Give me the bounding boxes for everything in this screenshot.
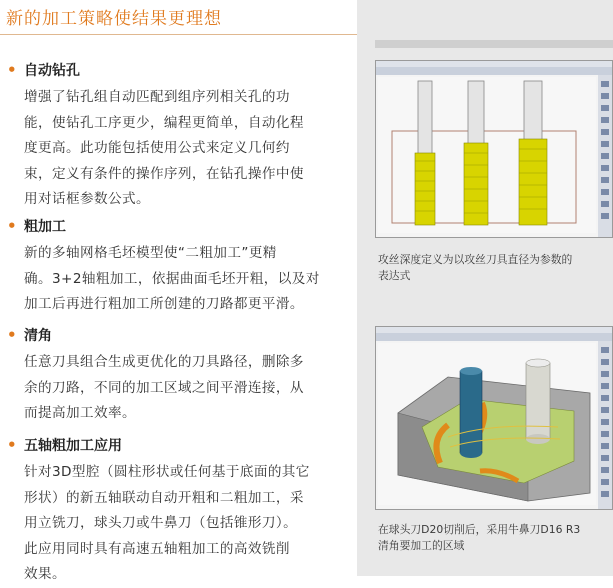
tool-icon xyxy=(601,467,609,473)
section-body xyxy=(24,460,344,588)
tool-icon xyxy=(601,189,609,195)
body-line: 度更高。此功能包括使用公式来定义几何约 xyxy=(24,140,290,156)
bullet-icon: • xyxy=(7,61,17,79)
body-line: 效果。 xyxy=(24,566,66,582)
tool-icon xyxy=(601,407,609,413)
bullet-icon: • xyxy=(7,326,17,344)
tool-icon xyxy=(601,491,609,497)
bullet-icon: • xyxy=(7,217,17,235)
section-title: 五轴粗加工应用 xyxy=(24,438,122,454)
figure-caption xyxy=(378,252,610,284)
tool-icon xyxy=(601,177,609,183)
tool-icon xyxy=(601,455,609,461)
corner-cleanup-screenshot xyxy=(375,326,613,510)
panel-divider xyxy=(375,40,613,48)
bullet-icon: • xyxy=(7,436,17,454)
body-line: 加工后再进行粗加工所创建的刀路都更平滑。 xyxy=(24,296,304,312)
section-body xyxy=(24,350,344,427)
tool-icon xyxy=(601,201,609,207)
section-body xyxy=(24,241,344,318)
body-line: 此应用同时具有高速五轴粗加工的高效铣削 xyxy=(24,540,290,557)
body-line: 增强了钻孔组自动匹配到组序列相关孔的功 xyxy=(24,89,290,105)
section-title: 自动钻孔 xyxy=(24,63,80,79)
tool-icon xyxy=(601,141,609,147)
tool-icon xyxy=(601,419,609,425)
caption-line: 在球头刀D20切削后，采用牛鼻刀D16 R3 xyxy=(378,523,581,536)
section-title: 粗加工 xyxy=(24,219,66,235)
body-line: 用立铣刀，球头刀或牛鼻刀（包括锥形刀）。 xyxy=(24,515,298,531)
tool-icon xyxy=(601,479,609,485)
side-toolbar xyxy=(598,341,612,509)
tool-icon xyxy=(601,359,609,365)
tool-icon xyxy=(601,93,609,99)
section-title: 清角 xyxy=(24,328,52,344)
caption-line: 清角要加工的区域 xyxy=(378,539,465,552)
3d-viewport[interactable] xyxy=(378,77,596,233)
tool-icon xyxy=(601,383,609,389)
figure-panel xyxy=(357,0,613,576)
caption-line: 攻丝深度定义为以攻丝刀具直径为参数的 xyxy=(378,253,573,266)
figure-caption xyxy=(378,522,610,554)
body-line: 余的刀路，不同的加工区域之间平滑连接，从 xyxy=(24,379,304,396)
tool-icon xyxy=(601,431,609,437)
caption-line: 表达式 xyxy=(378,269,411,282)
body-line: 束，定义有条件的操作序列，在钻孔操作中使 xyxy=(24,165,304,182)
body-line: 任意刀具组合生成更优化的刀具路径，删除多 xyxy=(24,354,304,370)
tool-icon xyxy=(601,347,609,353)
tool-icon xyxy=(601,129,609,135)
title-bar xyxy=(0,0,360,35)
body-line: 形状）的新五轴联动自动开粗和二粗加工，采 xyxy=(24,489,304,506)
body-line: 而提高加工效率。 xyxy=(24,405,136,421)
tool-icon xyxy=(601,105,609,111)
part-illustration xyxy=(378,343,596,505)
tool-icon xyxy=(601,213,609,219)
tool-icon xyxy=(601,443,609,449)
tool-icon xyxy=(601,165,609,171)
tool-icon xyxy=(601,117,609,123)
body-line: 新的多轴网格毛坯模型使“二粗加工”更精 xyxy=(24,245,277,261)
tool-icon xyxy=(601,371,609,377)
tapping-illustration xyxy=(378,77,596,233)
3d-viewport[interactable] xyxy=(378,343,596,505)
tool-icon xyxy=(601,81,609,87)
page-title: 新的加工策略使结果更理想 xyxy=(6,9,222,29)
toolbar xyxy=(376,333,612,341)
body-line: 针对3D型腔（圆柱形状或任何基于底面的其它 xyxy=(24,464,310,480)
tapping-screenshot xyxy=(375,60,613,238)
side-toolbar xyxy=(598,75,612,237)
toolbar xyxy=(376,67,612,75)
tool-icon xyxy=(601,395,609,401)
body-line: 用对话框参数公式。 xyxy=(24,191,150,207)
section-body xyxy=(24,85,344,213)
body-line: 能，使钻孔工序更少，编程更简单，自动化程 xyxy=(24,114,304,131)
body-line: 确。3+2轴粗加工，依据曲面毛坯开粗，以及对 xyxy=(24,270,320,287)
tool-icon xyxy=(601,153,609,159)
